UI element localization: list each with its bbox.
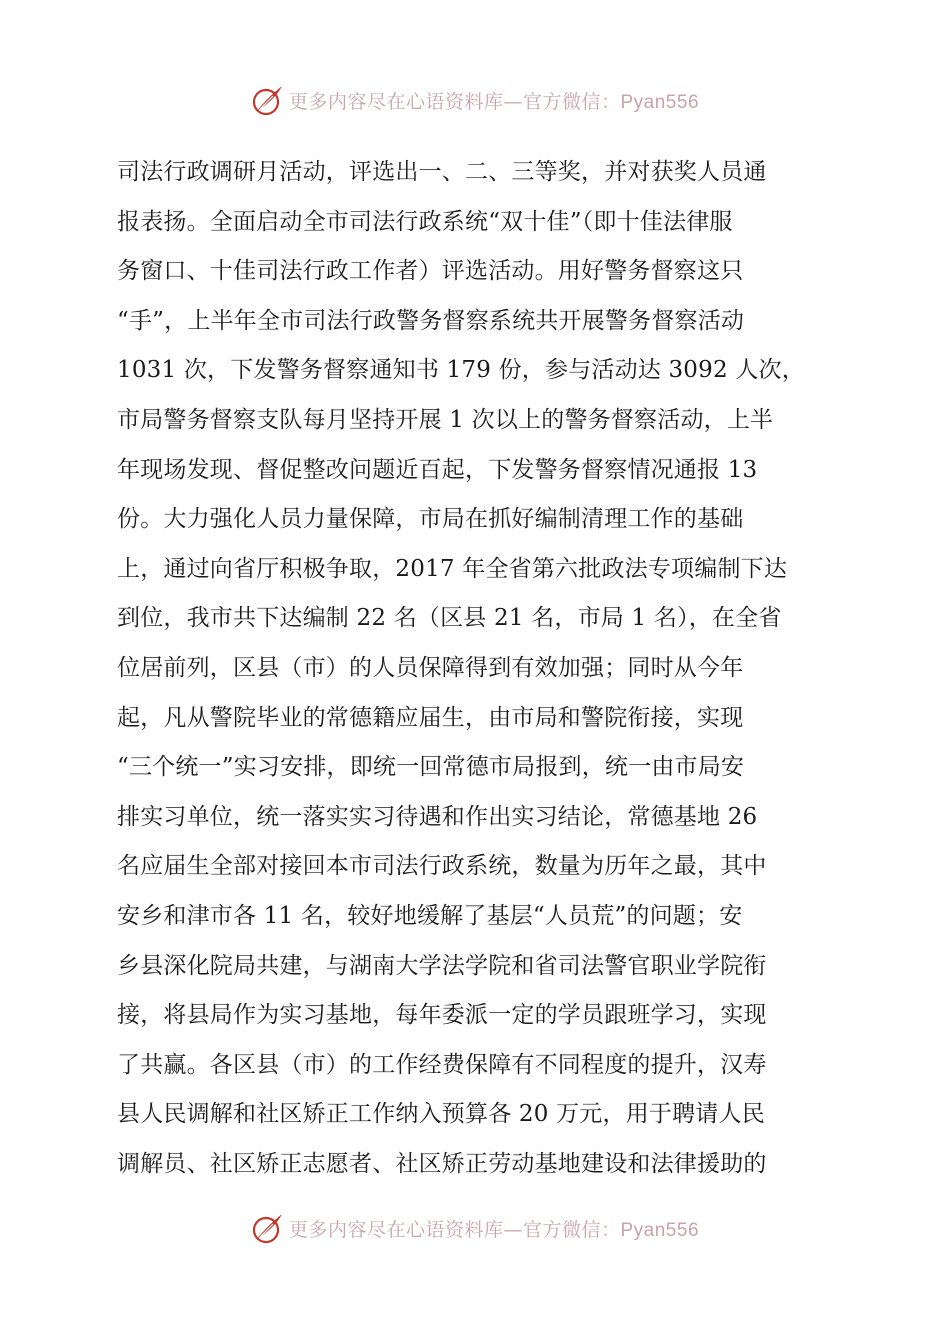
document-body (117, 148, 835, 1189)
header-banner-text (289, 87, 699, 114)
text-line: 接，将县局作为实习基地，每年委派一定的学员跟班学习，实现 (117, 1002, 767, 1029)
text-line: 了共赢。各区县（市）的工作经费保障有不同程度的提升，汉寿 (117, 1051, 767, 1078)
text-line: 位居前列，区县（市）的人员保障得到有效加强；同时从今年 (117, 654, 744, 681)
text-line: 名应届生全部对接回本市司法行政系统，数量为历年之最，其中 (117, 853, 767, 880)
text-line: “手”，上半年全市司法行政警务督察系统共开展警务督察活动 (117, 307, 745, 334)
quill-logo-icon (251, 83, 285, 117)
text-line: “三个统一”实习安排，即统一回常德市局报到，统一由市局安 (117, 754, 745, 781)
text-line: 上，通过向省厅积极争取，2017 年全省第六批政法专项编制下达 (117, 555, 788, 582)
text-line: 排实习单位，统一落实实习待遇和作出实习结论，常德基地 26 (117, 803, 758, 830)
text-line: 市局警务督察支队每月坚持开展 1 次以上的警务督察活动，上半 (117, 406, 774, 433)
text-line: 司法行政调研月活动，评选出一、二、三等奖，并对获奖人员通 (117, 159, 767, 185)
quill-logo-icon (251, 1211, 285, 1245)
footer-dash: — (503, 1218, 523, 1241)
footer-wechat-id: Pyan556 (620, 1219, 700, 1241)
header-dash: — (503, 90, 523, 113)
footer-wechat-label: 官方微信： (522, 1218, 621, 1241)
header-banner (0, 80, 950, 120)
text-line: 县人民调解和社区矫正工作纳入预算各 20 万元，用于聘请人民 (117, 1101, 765, 1128)
header-slogan: 更多内容尽在心语资料库 (288, 90, 504, 113)
footer-banner (0, 1208, 950, 1248)
header-wechat-id: Pyan556 (620, 91, 700, 113)
text-line: 起，凡从警院毕业的常德籍应届生，由市局和警院衔接，实现 (117, 704, 744, 731)
footer-banner-text (289, 1215, 699, 1242)
header-wechat-label: 官方微信： (522, 90, 621, 113)
text-line: 务窗口、十佳司法行政工作者）评选活动。用好警务督察这只 (117, 258, 744, 285)
text-line: 乡县深化院局共建，与湖南大学法学院和省司法警官职业学院衔 (117, 952, 767, 979)
text-line: 安乡和津市各 11 名，较好地缓解了基层“人员荒”的问题；安 (117, 902, 743, 929)
text-line: 年现场发现、督促整改问题近百起，下发警务督察情况通报 13 (117, 456, 758, 483)
footer-slogan: 更多内容尽在心语资料库 (288, 1218, 504, 1241)
text-line: 份。大力强化人员力量保障，市局在抓好编制清理工作的基础 (117, 506, 744, 533)
text-line: 到位，我市共下达编制 22 名（区县 21 名，市局 1 名），在全省 (117, 605, 782, 632)
text-line: 报表扬。全面启动全市司法行政系统“双十佳”（即十佳法律服 (117, 208, 733, 235)
text-line: 1031 次，下发警务督察通知书 179 份，参与活动达 3092 人次， (117, 357, 805, 384)
text-line: 调解员、社区矫正志愿者、社区矫正劳动基地建设和法律援助的 (117, 1150, 767, 1177)
